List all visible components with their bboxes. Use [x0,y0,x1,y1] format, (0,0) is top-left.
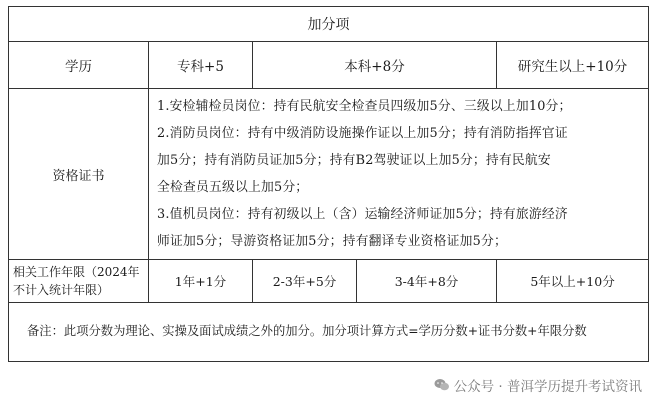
note-text: 备注：此项分数为理论、实操及面试成绩之外的加分。加分项计算方式=学历分数+证书分数+年限分数 [27,324,587,338]
certificate-line: 师证加5分；导游资格证加5分；持有翻译专业资格证加5分； [157,234,507,249]
work-years-option-3-4: 3-4年+8分 [357,260,497,303]
work-years-option-5-plus: 5年以上+10分 [497,260,649,303]
certificate-line: 3.值机员岗位：持有初级以上（含）运输经济师证加5分；持有旅游经济 [157,207,568,222]
education-label: 学历 [9,42,149,89]
certificate-line: 全检查员五级以上加5分； [157,180,309,195]
work-years-option-2-3: 2-3年+5分 [253,260,357,303]
bonus-points-table-frame [8,6,648,398]
bonus-points-table [8,6,649,362]
certificates-list [149,89,648,259]
certificate-line: 1.安检辅检员岗位：持有民航安全检查员四级加5分、三级以上加10分； [157,99,572,114]
education-option-associate: 专科+5 [149,42,253,89]
note-cell [9,303,649,362]
certificate-line: 2.消防员岗位：持有中级消防设施操作证以上加5分；持有消防指挥官证 [157,126,568,141]
note-container [9,303,648,361]
watermark [434,375,642,395]
work-years-label-cell [9,260,149,303]
table-title: 加分项 [9,7,649,42]
work-years-label: 相关工作年限（2024年不计入统计年限） [13,265,140,297]
work-years-option-1: 1年+1分 [149,260,253,303]
education-option-bachelor: 本科+8分 [253,42,497,89]
certificates-label: 资格证书 [9,89,149,260]
wechat-icon [434,378,450,392]
watermark-text: 公众号 · 普洱学历提升考试资讯 [453,379,642,395]
certificates-content [149,89,649,260]
certificate-line: 加5分；持有消防员证加5分；持有B2驾驶证以上加5分；持有民航安 [157,153,551,168]
education-option-graduate: 研究生以上+10分 [497,42,649,89]
